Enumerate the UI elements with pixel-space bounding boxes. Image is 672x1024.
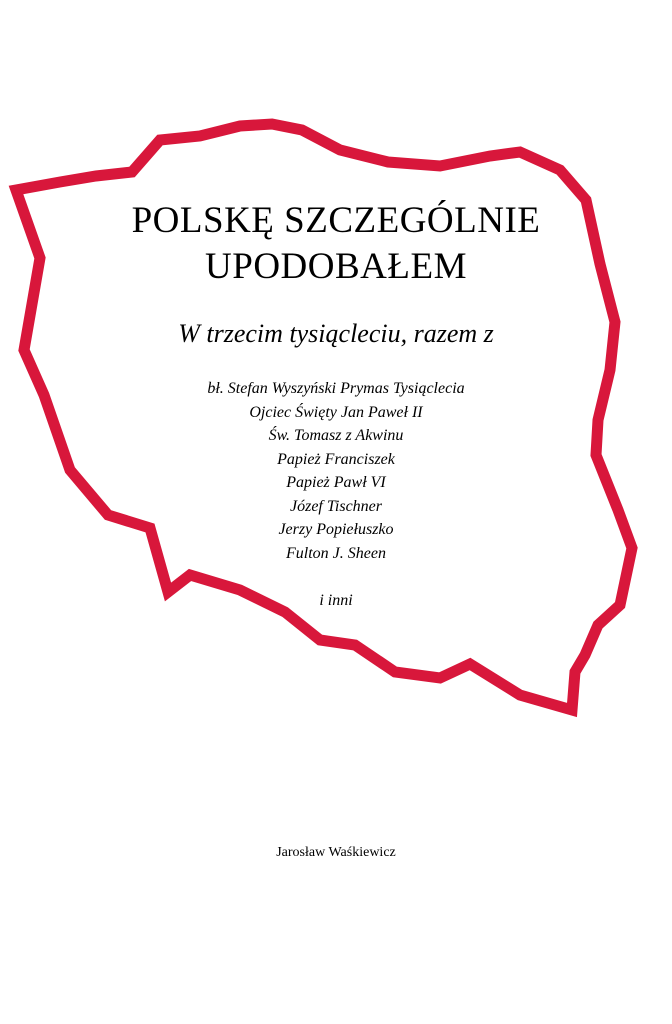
book-title-line-1: POLSKĘ SZCZEGÓLNIE (131, 200, 541, 241)
name-item: Papież Pawł VI (286, 474, 386, 491)
name-item: bł. Stefan Wyszyński Prymas Tysiąclecia (207, 380, 465, 397)
name-item: Papież Franciszek (277, 450, 395, 468)
book-subtitle: W trzecim tysiącleciu, razem z (178, 319, 494, 348)
book-title-line-2: UPODOBAŁEM (205, 246, 467, 287)
name-item: Fulton J. Sheen (286, 544, 386, 562)
author-name: Jarosław Waśkiewicz (276, 845, 396, 860)
book-title (0, 198, 672, 290)
name-item: Św. Tomasz z Akwinu (268, 427, 404, 444)
name-item: Jerzy Popiełuszko (278, 521, 394, 538)
and-others-text: i inni (319, 592, 353, 609)
name-item: Józef Tischner (290, 497, 382, 515)
name-item: Ojciec Święty Jan Paweł II (249, 403, 423, 421)
names-list (0, 377, 672, 565)
